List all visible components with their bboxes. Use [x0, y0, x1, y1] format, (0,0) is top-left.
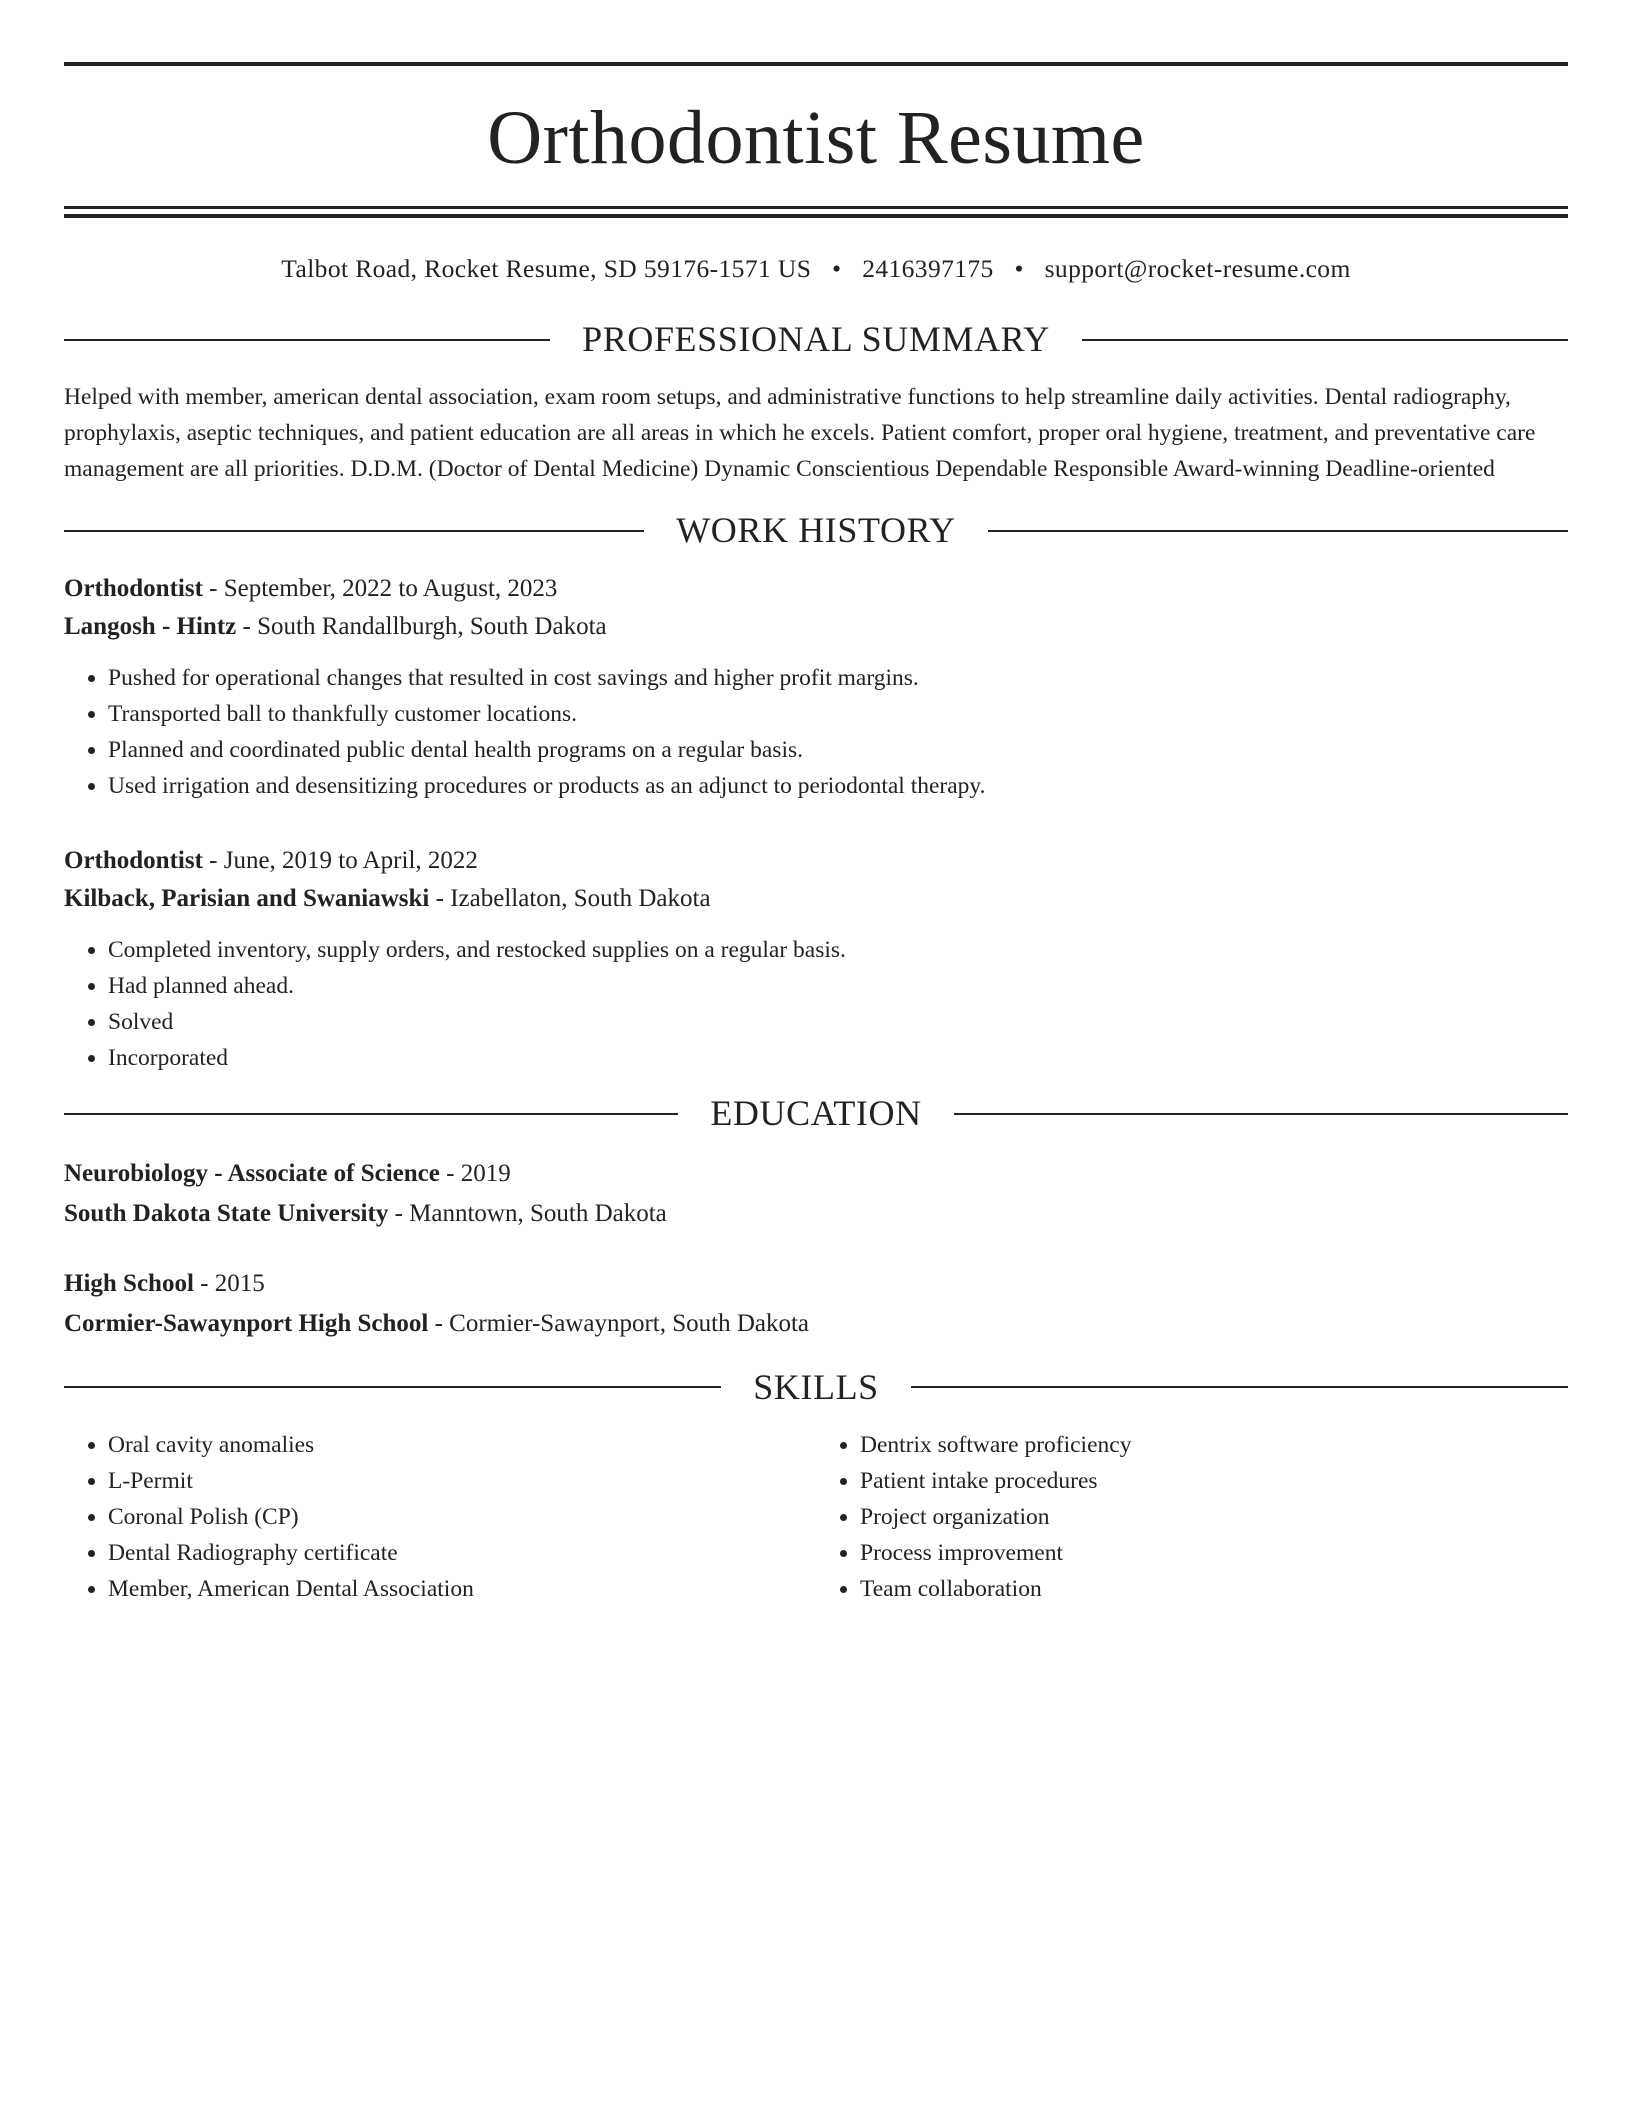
skill-item: • Team collaboration: [860, 1571, 1568, 1607]
job-entry: [64, 842, 1568, 1076]
job-bullets: [64, 660, 1568, 804]
contact-separator: •: [1014, 254, 1024, 283]
list-item: • Completed inventory, supply orders, and restocked supplies on a regular basis.: [108, 932, 1568, 968]
section-title: EDUCATION: [710, 1093, 922, 1134]
contact-phone: 2416397175: [862, 254, 994, 283]
section-heading-work: [64, 509, 1568, 552]
education-school-line: [64, 1194, 1568, 1234]
job-entry: [64, 570, 1568, 804]
skill-item: • Patient intake procedures: [860, 1463, 1568, 1499]
heading-rule-left: [64, 530, 644, 532]
list-item: • Had planned ahead.: [108, 968, 1568, 1004]
education-degree: Neurobiology - Associate of Science: [64, 1159, 440, 1187]
contact-line: [64, 254, 1568, 284]
education-degree-line: [64, 1264, 1568, 1304]
education-year: - 2015: [193, 1269, 265, 1297]
skill-item: • Member, American Dental Association: [108, 1571, 816, 1607]
list-item: • Incorporated: [108, 1040, 1568, 1076]
education-school-line: [64, 1304, 1568, 1344]
job-company-line: [64, 880, 1568, 918]
heading-rule-left: [64, 339, 550, 341]
skills-list-left: [64, 1427, 816, 1607]
job-location: - Izabellaton, South Dakota: [429, 885, 711, 913]
education-school: South Dakota State University: [64, 1199, 389, 1227]
list-item: • Solved: [108, 1004, 1568, 1040]
skill-item: • Dental Radiography certificate: [108, 1535, 816, 1571]
skill-item: • Coronal Polish (CP): [108, 1499, 816, 1535]
heading-rule-left: [64, 1113, 678, 1115]
job-location: - South Randallburgh, South Dakota: [236, 613, 607, 641]
heading-rule-right: [954, 1113, 1568, 1115]
contact-address: Talbot Road, Rocket Resume, SD 59176-1571 US: [281, 254, 812, 283]
section-title: PROFESSIONAL SUMMARY: [582, 319, 1050, 359]
heading-rule-right: [1082, 339, 1568, 341]
education-year: - 2019: [439, 1159, 511, 1187]
job-dates: - June, 2019 to April, 2022: [202, 847, 478, 875]
contact-separator: •: [832, 254, 842, 283]
job-title: Orthodontist: [64, 847, 203, 875]
job-title-line: [64, 842, 1568, 880]
job-bullets: [64, 932, 1568, 1076]
heading-rule-right: [911, 1386, 1568, 1388]
skill-item: • L-Permit: [108, 1463, 816, 1499]
list-item: • Transported ball to thankfully customer locations.: [108, 696, 1568, 732]
education-entry: [64, 1264, 1568, 1344]
job-company: Kilback, Parisian and Swaniawski: [64, 885, 430, 913]
skill-item: • Dentrix software proficiency: [860, 1427, 1568, 1463]
education-location: - Manntown, South Dakota: [388, 1199, 667, 1227]
title-double-rule: [64, 206, 1568, 218]
job-title: Orthodontist: [64, 575, 203, 603]
heading-rule-left: [64, 1386, 721, 1388]
job-title-line: [64, 570, 1568, 608]
skill-item: • Project organization: [860, 1499, 1568, 1535]
contact-email: support@rocket-resume.com: [1044, 254, 1351, 283]
skills-list-right: [816, 1427, 1568, 1607]
education-school: Cormier-Sawaynport High School: [64, 1309, 429, 1337]
top-rule: [64, 62, 1568, 66]
education-location: - Cormier-Sawaynport, South Dakota: [428, 1309, 810, 1337]
heading-rule-right: [988, 530, 1568, 532]
section-heading-skills: [64, 1366, 1568, 1409]
page-title: Orthodontist Resume: [487, 96, 1145, 180]
skills-columns: [64, 1427, 1568, 1607]
section-title: SKILLS: [753, 1366, 879, 1407]
section-heading-summary: [64, 318, 1568, 361]
section-title: WORK HISTORY: [676, 510, 956, 551]
summary-text: Helped with member, american dental association, exam room setups, and administrative functions to help streamline daily activities. Dental radiography, prophylaxis, aseptic techniques, and patient education are all areas in which he excels. Patient comfort, proper oral hygiene, treatment, and preventative care management are all priorities. D.D.M. (Doctor of Dental Medicine) Dynamic Conscientious Dependable Responsible Award-winning Deadline-oriented: [64, 384, 1536, 483]
education-degree: High School: [64, 1269, 194, 1297]
job-dates: - September, 2022 to August, 2023: [202, 575, 558, 603]
skill-item: • Oral cavity anomalies: [108, 1427, 816, 1463]
list-item: • Used irrigation and desensitizing procedures or products as an adjunct to periodontal therapy.: [108, 768, 1568, 804]
list-item: • Planned and coordinated public dental health programs on a regular basis.: [108, 732, 1568, 768]
education-degree-line: [64, 1154, 1568, 1194]
job-company-line: [64, 608, 1568, 646]
section-heading-education: [64, 1092, 1568, 1135]
job-company: Langosh - Hintz: [64, 613, 237, 641]
education-entry: [64, 1154, 1568, 1234]
list-item: • Pushed for operational changes that resulted in cost savings and higher profit margins.: [108, 660, 1568, 696]
skill-item: • Process improvement: [860, 1535, 1568, 1571]
